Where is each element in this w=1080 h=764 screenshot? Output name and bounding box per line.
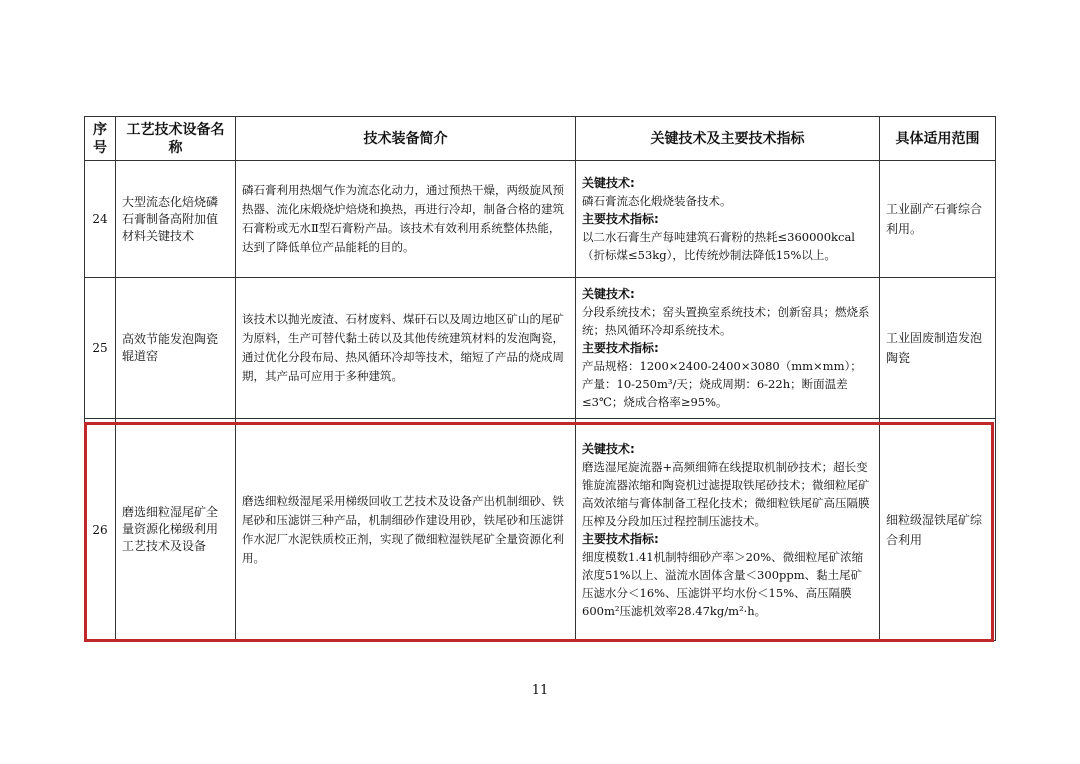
tech-name: 磨选细粒湿尾矿全量资源化梯级利用工艺技术及设备 xyxy=(116,419,236,641)
row-number: 25 xyxy=(85,278,116,419)
key-tech-text: 磷石膏流态化煅烧装备技术。 xyxy=(582,194,732,208)
tech-intro: 该技术以抛光废渣、石材废料、煤矸石以及周边地区矿山的尾矿为原料，生产可替代黏土砖以及其他传统建筑材料的发泡陶瓷，通过优化分段布局、热风循环冷却等技术，缩短了产品的烧成周期，其产品可应用于多种建筑。 xyxy=(236,278,576,419)
table-header-row xyxy=(85,117,996,161)
header-scope: 具体适用范围 xyxy=(880,117,996,161)
key-tech-cell xyxy=(576,161,880,278)
tech-intro: 磷石膏利用热烟气作为流态化动力，通过预热干燥，两级旋风预热器、流化床煅烧炉焙烧和换热，再进行冷却，制备合格的建筑石膏粉或无水Ⅱ型石膏粉产品。该技术有效利用系统整体热能，达到了降低单位产品能耗的目的。 xyxy=(236,161,576,278)
key-tech-cell xyxy=(576,278,880,419)
header-name: 工艺技术设备名称 xyxy=(116,117,236,161)
key-tech-cell xyxy=(576,419,880,641)
header-intro: 技术装备简介 xyxy=(236,117,576,161)
scope: 工业副产石膏综合利用。 xyxy=(880,161,996,278)
key-tech-text: 分段系统技术；窑头置换室系统技术；创新窑具；燃烧系统；热风循环冷却系统技术。 xyxy=(582,305,870,337)
scope: 工业固废制造发泡陶瓷 xyxy=(880,278,996,419)
scope: 细粒级湿铁尾矿综合利用 xyxy=(880,419,996,641)
index-label: 主要技术指标: xyxy=(582,531,659,546)
index-text: 产品规格：1200×2400-2400×3080（mm×mm）；产量：10-250m³/天；烧成周期：6-22h；断面温差≤3℃；烧成合格率≥95%。 xyxy=(582,359,862,409)
tech-name: 高效节能发泡陶瓷辊道窑 xyxy=(116,278,236,419)
key-tech-label: 关键技术: xyxy=(582,287,635,301)
page-number: 11 xyxy=(531,683,549,698)
row-number: 26 xyxy=(85,419,116,641)
technology-table xyxy=(84,116,996,641)
table-row xyxy=(85,278,996,419)
header-seq: 序号 xyxy=(85,117,116,161)
key-tech-label: 关键技术: xyxy=(582,176,635,190)
tech-intro: 磨选细粒级湿尾采用梯级回收工艺技术及设备产出机制细砂、铁尾砂和压滤饼三种产品，机制细砂作建设用砂，铁尾砂和压滤饼作水泥厂水泥铁质校正剂，实现了微细粒湿铁尾矿全量资源化利用。 xyxy=(236,419,576,641)
index-label: 主要技术指标: xyxy=(582,212,659,226)
key-tech-text: 磨选湿尾旋流器+高频细筛在线提取机制砂技术；超长变锥旋流器浓缩和陶瓷机过滤提取铁尾砂技术；微细粒尾矿高效浓缩与膏体制备工程化技术；微细粒铁尾矿高压隔膜压榨及分段加压过程控制压滤技术。 xyxy=(582,459,870,528)
index-text: 以二水石膏生产每吨建筑石膏粉的热耗≤360000kcal（折标煤≤53kg），比传统炒制法降低15%以上。 xyxy=(582,230,855,262)
row-number: 24 xyxy=(85,161,116,278)
table-row xyxy=(85,419,996,641)
header-key: 关键技术及主要技术指标 xyxy=(576,117,880,161)
index-label: 主要技术指标: xyxy=(582,341,659,355)
table-row xyxy=(85,161,996,278)
index-text: 细度模数1.41机制特细砂产率＞20%、微细粒尾矿浓缩浓度51%以上、溢流水固体含量＜300ppm、黏土尾矿压滤水分＜16%、压滤饼平均水份＜15%、高压隔膜600m²压滤机效率28.47kg/m²·h。 xyxy=(582,549,864,618)
key-tech-label: 关键技术: xyxy=(582,441,635,456)
tech-name: 大型流态化焙烧磷石膏制备高附加值材料关键技术 xyxy=(116,161,236,278)
